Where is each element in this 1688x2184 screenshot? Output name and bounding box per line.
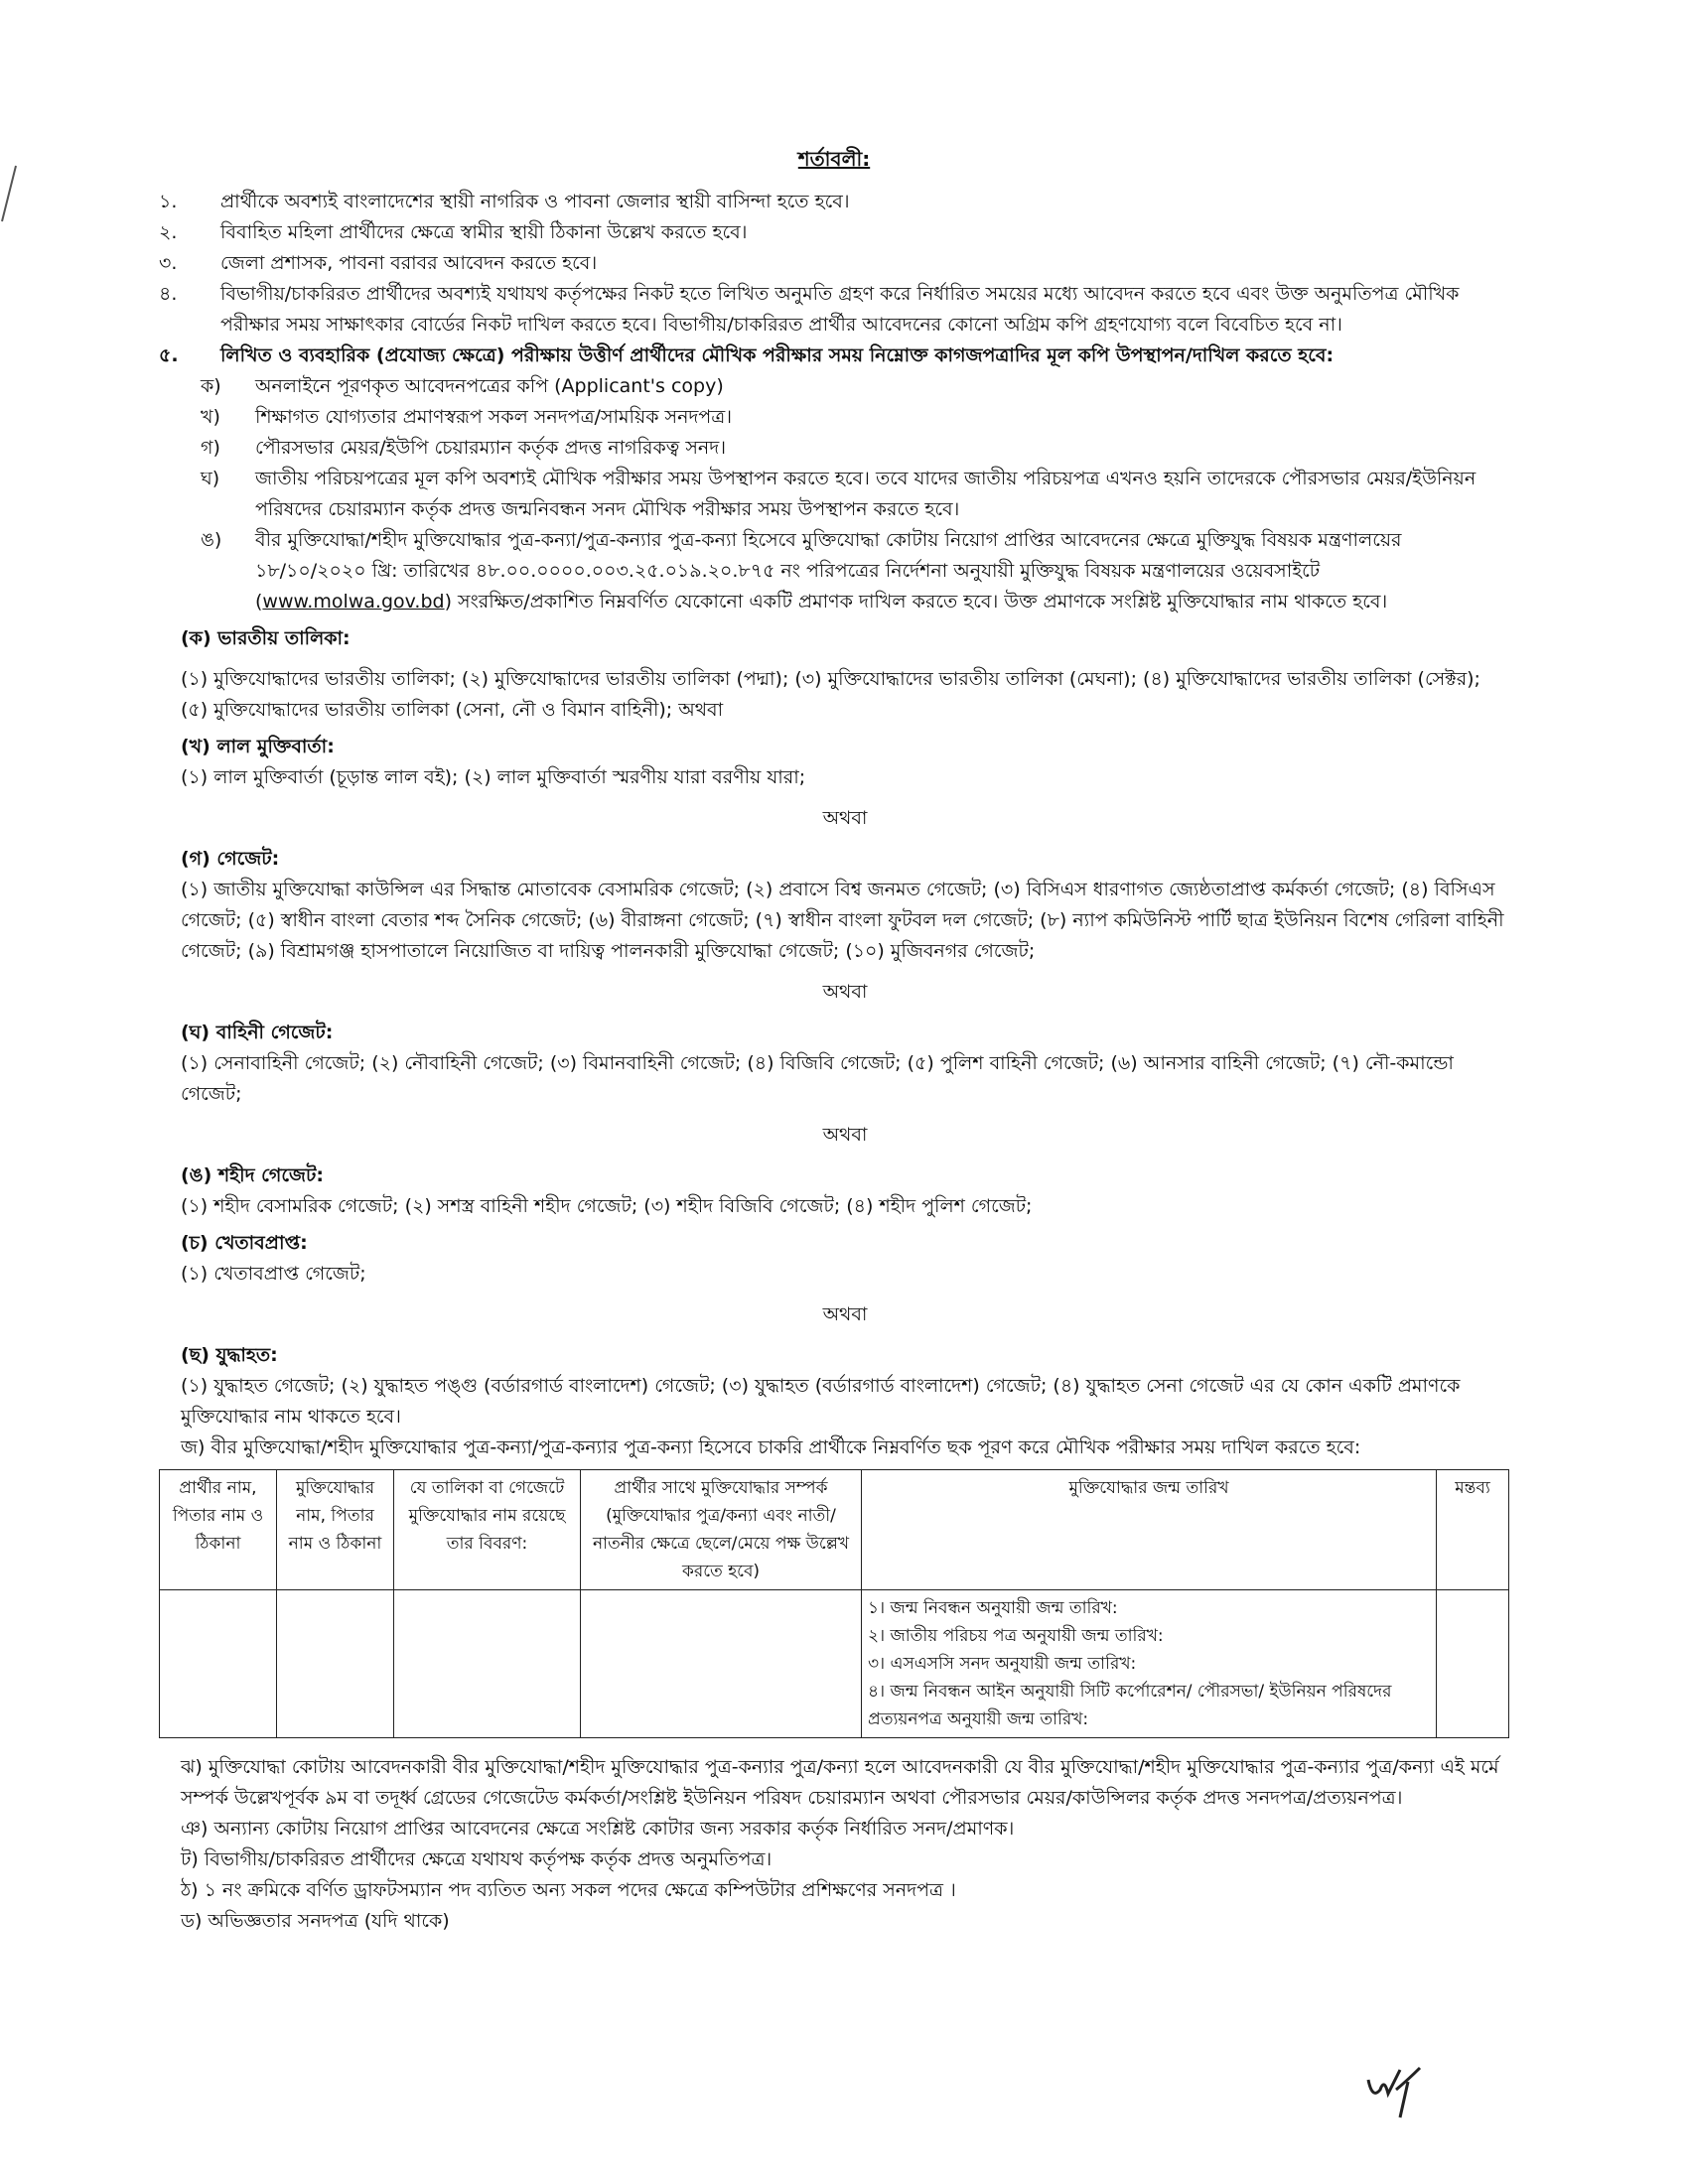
- scan-edge-mark: [0, 164, 18, 223]
- item-text: বিবাহিত মহিলা প্রার্থীদের ক্ষেত্রে স্বামীর স্থায়ী ঠিকানা উল্লেখ করতে হবে।: [220, 221, 748, 243]
- item-number: ২.: [159, 221, 178, 243]
- list-text-indian: (১) মুক্তিযোদ্ধাদের ভারতীয় তালিকা; (২) মুক্তিযোদ্ধাদের ভারতীয় তালিকা (পদ্মা); (৩) মুক্তিযোদ্ধাদের ভারতীয় তালিকা (মেঘনা); (৪) মুক্তিযোদ্ধাদের ভারতীয় তালিকা (সেক্টর); (৫) মুক্তিযোদ্ধাদের ভারতীয় তালিকা (সেনা, নৌ ও বিমান বাহিনী); অথবা: [181, 668, 1480, 721]
- birth-date-line: ১। জন্ম নিবন্ধন অনুযায়ী জন্ম তারিখ:: [868, 1598, 1118, 1618]
- list-heading-red-muktibarta: (খ) লাল মুক্তিবার্তা:: [181, 736, 335, 757]
- signature-mark: [1360, 2060, 1440, 2119]
- list-text-form-instruction: জ) বীর মুক্তিযোদ্ধা/শহীদ মুক্তিযোদ্ধার পুত্র-কন্যা/পুত্র-কন্যার পুত্র-কন্যা হিসেবে চাকরি প্রার্থীকে নিম্নবর্ণিত ছক পূরণ করে মৌখিক পরীক্ষার সময় দাখিল করতে হবে:: [181, 1436, 1361, 1458]
- table-header: মুক্তিযোদ্ধার নাম, পিতার নাম ও ঠিকানা: [277, 1470, 394, 1590]
- document-page: [159, 144, 1509, 1937]
- or-separator: অথবা: [822, 1124, 868, 1146]
- sub-item-text-part: বীর মুক্তিযোদ্ধা/শহীদ মুক্তিযোদ্ধার পুত্র-কন্যা/পুত্র-কন্যার পুত্র-কন্যা হিসেবে মুক্তিযোদ্ধা কোটায় নিয়োগ প্রাপ্তির আবেদনের ক্ষেত্রে মুক্তিযুদ্ধ বিষয়ক মন্ত্রণালয়ের ১৮/১০/২০২০ খ্রি: তারিখের ৪৮.০০.০০০০.০০৩.২৫.০১৯.২০.৮৭৫ নং পরিপত্রের নির্দেশনা অনুযায়ী মুক্তিযুদ্ধ বিষয়ক মন্ত্রণালয়ের ওয়েবসাইটে (: [255, 529, 1402, 613]
- freedom-fighter-info-table: [159, 1469, 1509, 1738]
- closing-item: ঞ) অন্যান্য কোটায় নিয়োগ প্রাপ্তির আবেদনের ক্ষেত্রে সংশ্লিষ্ট কোটার জন্য সরকার কর্তৃক নির্ধারিত সনদ/প্রমাণক।: [181, 1818, 1015, 1840]
- sub-item-number: ঙ): [201, 529, 222, 551]
- page-title: শর্তাবলী:: [797, 147, 871, 171]
- sub-item: [159, 433, 1509, 464]
- list-text-gazette: (১) জাতীয় মুক্তিযোদ্ধা কাউন্সিল এর সিদ্ধান্ত মোতাবেক বেসামরিক গেজেট; (২) প্রবাসে বিশ্ব জনমত গেজেট; (৩) বিসিএস ধারণাগত জ্যেষ্ঠতাপ্রাপ্ত কর্মকর্তা গেজেট; (৪) বিসিএস গেজেট; (৫) স্বাধীন বাংলা বেতার শব্দ সৈনিক গেজেট; (৬) বীরাঙ্গনা গেজেট; (৭) স্বাধীন বাংলা ফুটবল দল গেজেট; (৮) ন্যাপ কমিউনিস্ট পার্টি ছাত্র ইউনিয়ন বিশেষ গেরিলা বাহিনী গেজেট; (৯) বিশ্রামগঞ্জ হাসপাতালে নিয়োজিত বা দায়িত্ব পালনকারী মুক্তিযোদ্ধা গেজেট; (১০) মুজিবনগর গেজেট;: [181, 879, 1504, 962]
- list-heading-martyr-gazette: (ঙ) শহীদ গেজেট:: [181, 1164, 324, 1186]
- table-cell-empty: [581, 1590, 862, 1738]
- list-heading-indian: (ক) ভারতীয় তালিকা:: [181, 627, 351, 649]
- closing-item: ঝ) মুক্তিযোদ্ধা কোটায় আবেদনকারী বীর মুক্তিযোদ্ধা/শহীদ মুক্তিযোদ্ধার পুত্র-কন্যার পুত্র/কন্যা হলে আবেদনকারী যে বীর মুক্তিযোদ্ধা/শহীদ মুক্তিযোদ্ধার পুত্র-কন্যার পুত্র/কন্যা এই মর্মে সম্পর্ক উল্লেখপূর্বক ৯ম বা তদূর্ধ্ব গ্রেডের গেজেটেড কর্মকর্তা/সংশ্লিষ্ট ইউনিয়ন পরিষদ চেয়ারম্যান অথবা পৌরসভার মেয়র/কাউন্সিলর কর্তৃক প্রদত্ত সনদপত্র/প্রত্যয়নপত্র।: [181, 1756, 1499, 1809]
- table-header: মন্তব্য: [1437, 1470, 1509, 1590]
- condition-item: [159, 217, 1509, 248]
- item-text: বিভাগীয়/চাকরিরত প্রার্থীদের অবশ্যই যথাযথ কর্তৃপক্ষের নিকট হতে লিখিত অনুমতি গ্রহণ করে নির্ধারিত সময়ের মধ্যে আবেদন করতে হবে এবং উক্ত অনুমতিপত্র মৌখিক পরীক্ষার সময় সাক্ষাৎকার বোর্ডের নিকট দাখিল করতে হবে। বিভাগীয়/চাকরিরত প্রার্থীর আবেদনের কোনো অগ্রিম কপি গ্রহণযোগ্য বলে বিবেচিত হবে না।: [220, 283, 1460, 336]
- sub-item-text: জাতীয় পরিচয়পত্রের মূল কপি অবশ্যই মৌখিক পরীক্ষার সময় উপস্থাপন করতে হবে। তবে যাদের জাতীয় পরিচয়পত্র এখনও হয়নি তাদেরকে পৌরসভার মেয়র/ইউনিয়ন পরিষদের চেয়ারম্যান কর্তৃক প্রদত্ত জন্মনিবন্ধন সনদ মৌখিক পরীক্ষার সময় উপস্থাপন করতে হবে।: [255, 468, 1477, 520]
- item-number: ৪.: [159, 283, 178, 305]
- sub-item: [159, 371, 1509, 402]
- list-heading-war-wounded: (ছ) যুদ্ধাহত:: [181, 1344, 278, 1366]
- table-cell-empty: [394, 1590, 581, 1738]
- table-header: প্রার্থীর সাথে মুক্তিযোদ্ধার সম্পর্ক (মুক্তিযোদ্ধার পুত্র/কন্যা এবং নাতী/নাতনীর ক্ষেত্রে ছেলে/মেয়ে পক্ষ উল্লেখ করতে হবে): [581, 1470, 862, 1590]
- sub-item-number: ক): [201, 375, 221, 397]
- item-text: লিখিত ও ব্যবহারিক (প্রযোজ্য ক্ষেত্রে) পরীক্ষায় উত্তীর্ণ প্রার্থীদের মৌখিক পরীক্ষার সময় নিম্নোক্ত কাগজপত্রাদির মূল কপি উপস্থাপন/দাখিল করতে হবে:: [220, 344, 1335, 366]
- list-text-forces-gazette: (১) সেনাবাহিনী গেজেট; (২) নৌবাহিনী গেজেট; (৩) বিমানবাহিনী গেজেট; (৪) বিজিবি গেজেট; (৫) পুলিশ বাহিনী গেজেট; (৬) আনসার বাহিনী গেজেট; (৭) নৌ-কমান্ডো গেজেট;: [181, 1052, 1454, 1105]
- birth-date-line: ৩। এসএসসি সনদ অনুযায়ী জন্ম তারিখ:: [868, 1654, 1137, 1674]
- table-cell-empty: [277, 1590, 394, 1738]
- list-text-war-wounded: (১) যুদ্ধাহত গেজেট; (২) যুদ্ধাহত পঙ্গু (বর্ডারগার্ড বাংলাদেশ) গেজেট; (৩) যুদ্ধাহত (বর্ডারগার্ড বাংলাদেশ) গেজেট; (৪) যুদ্ধাহত সেনা গেজেট এর যে কোন একটি প্রমাণকে মুক্তিযোদ্ধার নাম থাকতে হবে।: [181, 1375, 1461, 1428]
- or-separator: অথবা: [822, 807, 868, 829]
- sub-item-number: খ): [201, 406, 220, 428]
- molwa-website-link[interactable]: www.molwa.gov.bd: [262, 591, 445, 613]
- or-separator: অথবা: [822, 981, 868, 1003]
- item-number: ১.: [159, 191, 178, 212]
- sub-item-text: শিক্ষাগত যোগ্যতার প্রমাণস্বরূপ সকল সনদপত্র/সাময়িক সনদপত্র।: [255, 406, 733, 428]
- list-heading-titled: (চ) খেতাবপ্রাপ্ত:: [181, 1232, 308, 1254]
- table-header: মুক্তিযোদ্ধার জন্ম তারিখ: [862, 1470, 1437, 1590]
- sub-item: [159, 464, 1509, 525]
- item-number: ৫.: [159, 344, 179, 366]
- sub-item-number: গ): [201, 437, 220, 459]
- condition-item: [159, 248, 1509, 279]
- sub-item-text: [255, 525, 1509, 617]
- closing-item: ড) অভিজ্ঞতার সনদপত্র (যদি থাকে): [181, 1910, 450, 1932]
- sub-item-text: পৌরসভার মেয়র/ইউপি চেয়ারম্যান কর্তৃক প্রদত্ত নাগরিকত্ব সনদ।: [255, 437, 727, 459]
- condition-item: [159, 341, 1509, 371]
- list-heading-gazette: (গ) গেজেট:: [181, 848, 280, 870]
- table-header-row: [160, 1470, 1509, 1590]
- sub-item-text: অনলাইনে পূরণকৃত আবেদনপত্রের কপি (Applicant's copy): [255, 375, 724, 397]
- sub-item-text-part: ) সংরক্ষিত/প্রকাশিত নিম্নবর্ণিত যেকোনো একটি প্রমাণক দাখিল করতে হবে। উক্ত প্রমাণকে সংশ্লিষ্ট মুক্তিযোদ্ধার নাম থাকতে হবে।: [444, 591, 1388, 613]
- list-text-red-muktibarta: (১) লাল মুক্তিবার্তা (চূড়ান্ত লাল বই); (২) লাল মুক্তিবার্তা স্মরণীয় যারা বরণীয় যারা;: [181, 766, 806, 788]
- birth-date-line: ৪। জন্ম নিবন্ধন আইন অনুযায়ী সিটি কর্পোরেশন/ পৌরসভা/ ইউনিয়ন পরিষদের প্রত্যয়নপত্র অনুযায়ী জন্ম তারিখ:: [868, 1682, 1392, 1729]
- item-text: প্রার্থীকে অবশ্যই বাংলাদেশের স্থায়ী নাগরিক ও পাবনা জেলার স্থায়ী বাসিন্দা হতে হবে।: [220, 191, 850, 212]
- sub-item-number: ঘ): [201, 468, 220, 489]
- list-text-martyr-gazette: (১) শহীদ বেসামরিক গেজেট; (২) সশস্ত্র বাহিনী শহীদ গেজেট; (৩) শহীদ বিজিবি গেজেট; (৪) শহীদ পুলিশ গেজেট;: [181, 1195, 1033, 1217]
- condition-item: [159, 187, 1509, 217]
- closing-item: ঠ) ১ নং ক্রমিকে বর্ণিত ড্রাফটসম্যান পদ ব্যতিত অন্য সকল পদের ক্ষেত্রে কম্পিউটার প্রশিক্ষণের সনদপত্র ।: [181, 1879, 956, 1901]
- item-number: ৩.: [159, 252, 178, 274]
- item-text: জেলা প্রশাসক, পাবনা বরাবর আবেদন করতে হবে।: [220, 252, 598, 274]
- table-cell-empty: [1437, 1590, 1509, 1738]
- or-separator: অথবা: [822, 1303, 868, 1325]
- table-cell-birth-dates: [862, 1590, 1437, 1738]
- table-cell-empty: [160, 1590, 277, 1738]
- closing-item: ট) বিভাগীয়/চাকরিরত প্রার্থীদের ক্ষেত্রে যথাযথ কর্তৃপক্ষ কর্তৃক প্রদত্ত অনুমতিপত্র।: [181, 1848, 773, 1870]
- table-header: প্রার্থীর নাম, পিতার নাম ও ঠিকানা: [160, 1470, 277, 1590]
- table-row: [160, 1590, 1509, 1738]
- list-text-titled: (১) খেতাবপ্রাপ্ত গেজেট;: [181, 1263, 366, 1285]
- table-header: যে তালিকা বা গেজেটে মুক্তিযোদ্ধার নাম রয়েছে তার বিবরণ:: [394, 1470, 581, 1590]
- birth-date-line: ২। জাতীয় পরিচয় পত্র অনুযায়ী জন্ম তারিখ:: [868, 1626, 1164, 1646]
- sub-item: [159, 402, 1509, 433]
- condition-item: [159, 279, 1509, 341]
- list-heading-forces-gazette: (ঘ) বাহিনী গেজেট:: [181, 1022, 334, 1043]
- sub-item: [159, 525, 1509, 617]
